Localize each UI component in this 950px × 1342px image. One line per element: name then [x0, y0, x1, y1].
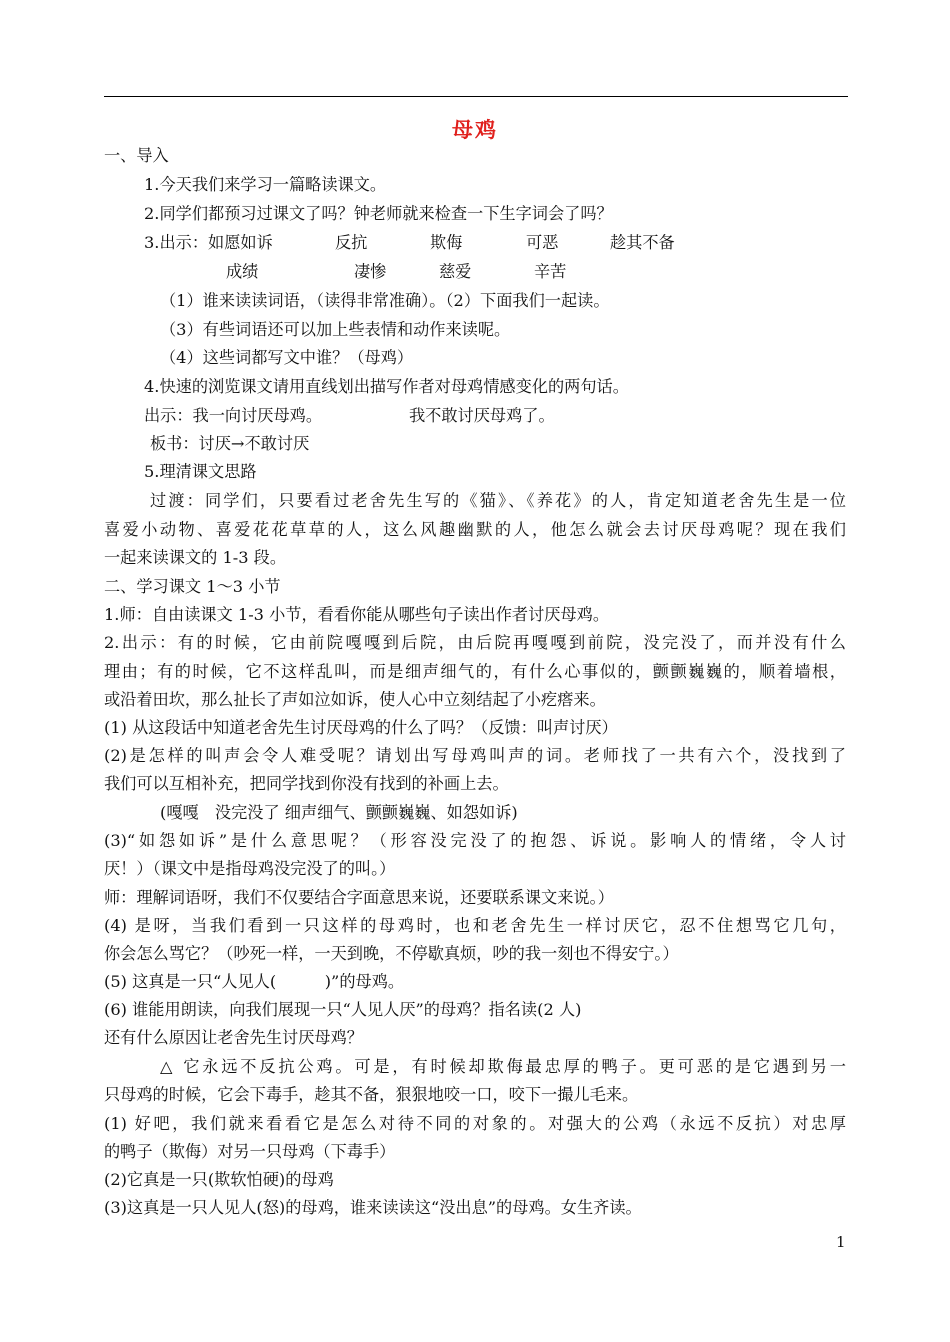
text-line: （4）这些词都写文中谁？（母鸡）	[160, 348, 414, 367]
vocab-item: 凄惨	[354, 262, 387, 281]
vocab-item: 可恶	[526, 233, 559, 252]
text-line: 2.同学们都预习过课文了吗？钟老师就来检查一下生字词会了吗？	[144, 204, 613, 223]
vocab-item: 趁其不备	[610, 233, 675, 252]
text-line: (2)它真是一只(欺软怕硬)的母鸡	[104, 1170, 334, 1189]
vocab-item: 辛苦	[534, 262, 567, 281]
vocab-item: 慈爱	[439, 262, 472, 281]
text-line: 一起来读课文的 1-3 段。	[104, 548, 287, 567]
text-line: (4) 是呀，当我们看到一只这样的母鸡时，也和老舍先生一样讨厌它，忍不住想骂它几句，	[104, 916, 846, 935]
text-line: 还有什么原因让老舍先生讨厌母鸡？	[104, 1028, 363, 1047]
text-line: （1）谁来读读词语，（读得非常准确）。（2）下面我们一起读。	[160, 291, 610, 310]
text-line: 出示：我一向讨厌母鸡。	[144, 406, 323, 425]
page-title: 母鸡	[452, 118, 498, 142]
text-line: 5.理清课文思路	[144, 462, 257, 481]
text-line: 厌！）（课文中是指母鸡没完没了的叫。）	[104, 859, 396, 878]
text-line: （3）有些词语还可以加上些表情和动作来读呢。	[160, 320, 511, 339]
text-line: 只母鸡的时候，它会下毒手，趁其不备，狠狠地咬一口，咬下一撮儿毛来。	[104, 1085, 639, 1104]
text-line: 过渡：同学们，只要看过老舍先生写的《猫》、《养花》的人，肯定知道老舍先生是一位	[150, 491, 846, 510]
text-line: 4.快速的浏览课文请用直线划出描写作者对母鸡情感变化的两句话。	[144, 377, 629, 396]
text-line: (1) 从这段话中知道老舍先生讨厌母鸡的什么了吗？（反馈：叫声讨厌）	[104, 718, 618, 737]
section-heading: 二、学习课文 1～3 小节	[104, 577, 281, 596]
page-number: 1	[836, 1233, 846, 1251]
text-line: 2.出示：有的时候，它由前院嘎嘎到后院，由后院再嘎嘎到前院，没完没了，而并没有什么	[104, 633, 846, 652]
section-heading: 一、导入	[104, 146, 169, 165]
vocab-item: 欺侮	[430, 233, 463, 252]
text-line: 师：理解词语呀，我们不仅要结合字面意思来说，还要联系课文来说。）	[104, 888, 614, 907]
text-line: (2)是怎样的叫声会令人难受呢？请划出写母鸡叫声的词。老师找了一共有六个，没找到了	[104, 746, 846, 765]
blackboard-note: 板书：讨厌→不敢讨厌	[150, 434, 310, 453]
vocab-item: 反抗	[335, 233, 368, 252]
text-line: (1) 好吧，我们就来看看它是怎么对待不同的对象的。对强大的公鸡（永远不反抗）对忠厚	[104, 1114, 846, 1133]
text-line: 我不敢讨厌母鸡了。	[409, 406, 555, 425]
text-line: (5) 这真是一只“人见人( )”的母鸡。	[104, 972, 405, 991]
text-line: 的鸭子（欺侮）对另一只母鸡（下毒手）	[104, 1142, 396, 1161]
text-line: △ 它永远不反抗公鸡。可是，有时候却欺侮最忠厚的鸭子。更可恶的是它遇到另一	[160, 1057, 846, 1076]
text-line: (6) 谁能用朗读，向我们展现一只“人见人厌”的母鸡？指名读(2 人)	[104, 1000, 582, 1019]
text-line: 或沿着田坎，那么扯长了声如泣如诉，使人心中立刻结起了小疙瘩来。	[104, 690, 606, 709]
text-line: 我们可以互相补充，把同学找到你没有找到的补画上去。	[104, 774, 509, 793]
text-line: (3)这真是一只人见人(怒)的母鸡，谁来读读这“没出息”的母鸡。女生齐读。	[104, 1198, 642, 1217]
text-line: (3)“如怨如诉”是什么意思呢？（形容没完没了的抱怨、诉说。影响人的情绪，令人讨	[104, 831, 846, 850]
text-line: (嘎嘎 没完没了 细声细气、颤颤巍巍、如怨如诉)	[160, 803, 518, 822]
text-line: 喜爱小动物、喜爱花花草草的人，这么风趣幽默的人，他怎么就会去讨厌母鸡呢？现在我们	[104, 520, 846, 539]
text-line: 1.今天我们来学习一篇略读课文。	[144, 175, 387, 194]
header-rule	[104, 96, 848, 97]
vocab-item: 成绩	[226, 262, 259, 281]
text-line: 1.师：自由读课文 1-3 小节，看看你能从哪些句子读出作者讨厌母鸡。	[104, 605, 610, 624]
text-line: 理由；有的时候，它不这样乱叫，而是细声细气的，有什么心事似的，颤颤巍巍的，顺着墙根，	[104, 662, 846, 681]
vocab-item: 3.出示：如愿如诉	[144, 233, 273, 252]
text-line: 你会怎么骂它？（吵死一样，一天到晚，不停歇真烦，吵的我一刻也不得安宁。）	[104, 944, 679, 963]
